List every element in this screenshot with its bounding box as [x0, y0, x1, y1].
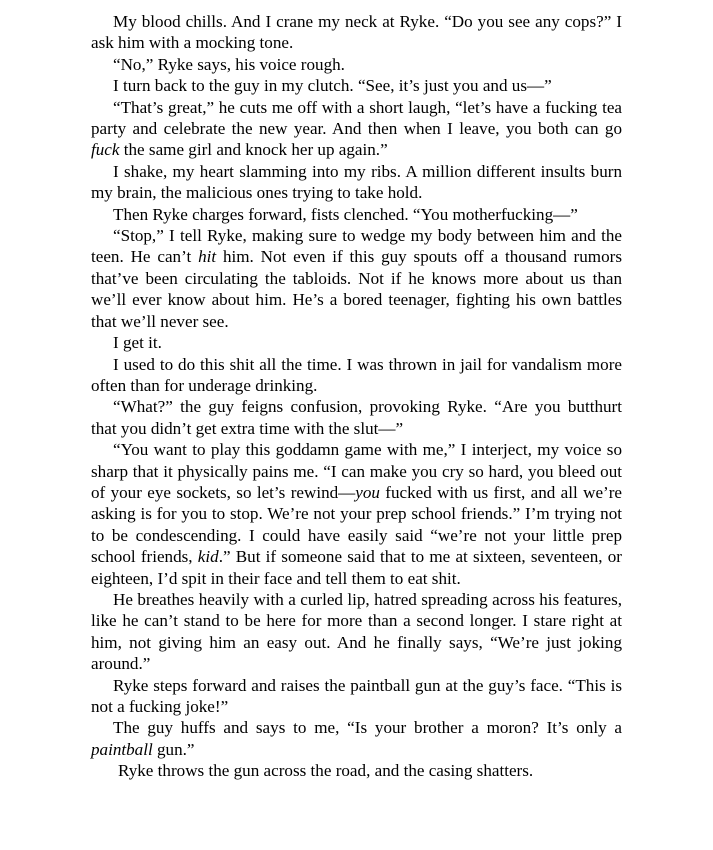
text-run: I shake, my heart slamming into my ribs. A million different insults burn my brain, the malicious ones trying to take hold.: [91, 161, 622, 203]
text-run: gun.”: [152, 739, 195, 759]
paragraph: [91, 439, 622, 589]
paragraph: [91, 760, 622, 781]
text-run: “No,” Ryke says, his voice rough.: [113, 54, 345, 74]
text-run: him. Not even if this guy spouts off a thousand rumors that’ve been circulating the tabloids. Not if he knows more about us than we’ll ever know about him. He’s a bored teenager, fighting his own battles that we’ll never see.: [91, 247, 622, 331]
body-text-column: [91, 11, 622, 782]
emphasis-text: kid: [197, 547, 219, 567]
paragraph: [91, 97, 622, 161]
text-run: the same girl and knock her up again.”: [119, 140, 388, 160]
paragraph: [91, 161, 622, 204]
text-run: Ryke throws the gun across the road, and the casing shatters.: [118, 761, 534, 781]
paragraph: [91, 675, 622, 718]
paragraph: [91, 396, 622, 439]
text-run: The guy huffs and says to me, “Is your brother a moron? It’s only a: [113, 718, 622, 738]
paragraph: [91, 11, 622, 54]
text-run: I get it.: [113, 333, 162, 353]
paragraph: [91, 75, 622, 96]
text-run: “That’s great,” he cuts me off with a short laugh, “let’s have a fucking tea party and celebrate the new year. And then when I leave, you both can go: [91, 97, 622, 139]
paragraph: [91, 225, 622, 332]
text-run: Then Ryke charges forward, fists clenched. “You motherfucking—”: [113, 204, 578, 224]
text-run: He breathes heavily with a curled lip, hatred spreading across his features, like he can’t stand to be here for more than a second longer. I stare right at him, not giving him an easy out. And he finally says, “We’re just joking around.”: [91, 589, 622, 674]
emphasis-text: paintball: [91, 739, 153, 759]
paragraph: [91, 354, 622, 397]
text-run: fucked with us first, and all we’re asking is for you to stop. We’re not your prep school friends.” I’m trying not to be condescending. I could have easily said “we’re not your little prep school friends,: [91, 482, 622, 567]
paragraph: [91, 332, 622, 353]
text-run: I turn back to the guy in my clutch. “See, it’s just you and us—”: [113, 76, 552, 96]
paragraph: [91, 717, 622, 760]
text-run: “Stop,” I tell Ryke, making sure to wedge my body between him and the teen. He can’t: [91, 226, 622, 267]
emphasis-text: you: [355, 482, 380, 502]
emphasis-text: fuck: [91, 140, 120, 160]
emphasis-text: hit: [198, 247, 217, 267]
paragraph: [91, 54, 622, 75]
text-run: My blood chills. And I crane my neck at Ryke. “Do you see any cops?” I ask him with a mocking tone.: [91, 12, 622, 53]
paragraph: [91, 204, 622, 225]
text-run: I used to do this shit all the time. I was thrown in jail for vandalism more often than for underage drinking.: [91, 354, 622, 395]
text-run: Ryke steps forward and raises the paintball gun at the guy’s face. “This is not a fucking joke!”: [91, 675, 622, 716]
text-run: “What?” the guy feigns confusion, provoking Ryke. “Are you butthurt that you didn’t get extra time with the slut—”: [91, 397, 622, 438]
text-run: .” But if someone said that to me at sixteen, seventeen, or eighteen, I’d spit in their face and tell them to eat shit.: [91, 547, 622, 588]
paragraph: [91, 589, 622, 675]
text-run: “You want to play this goddamn game with me,” I interject, my voice so sharp that it physically pains me. “I can make you cry so hard, you bleed out of your eye sockets, so let’s rewind—: [91, 440, 622, 502]
